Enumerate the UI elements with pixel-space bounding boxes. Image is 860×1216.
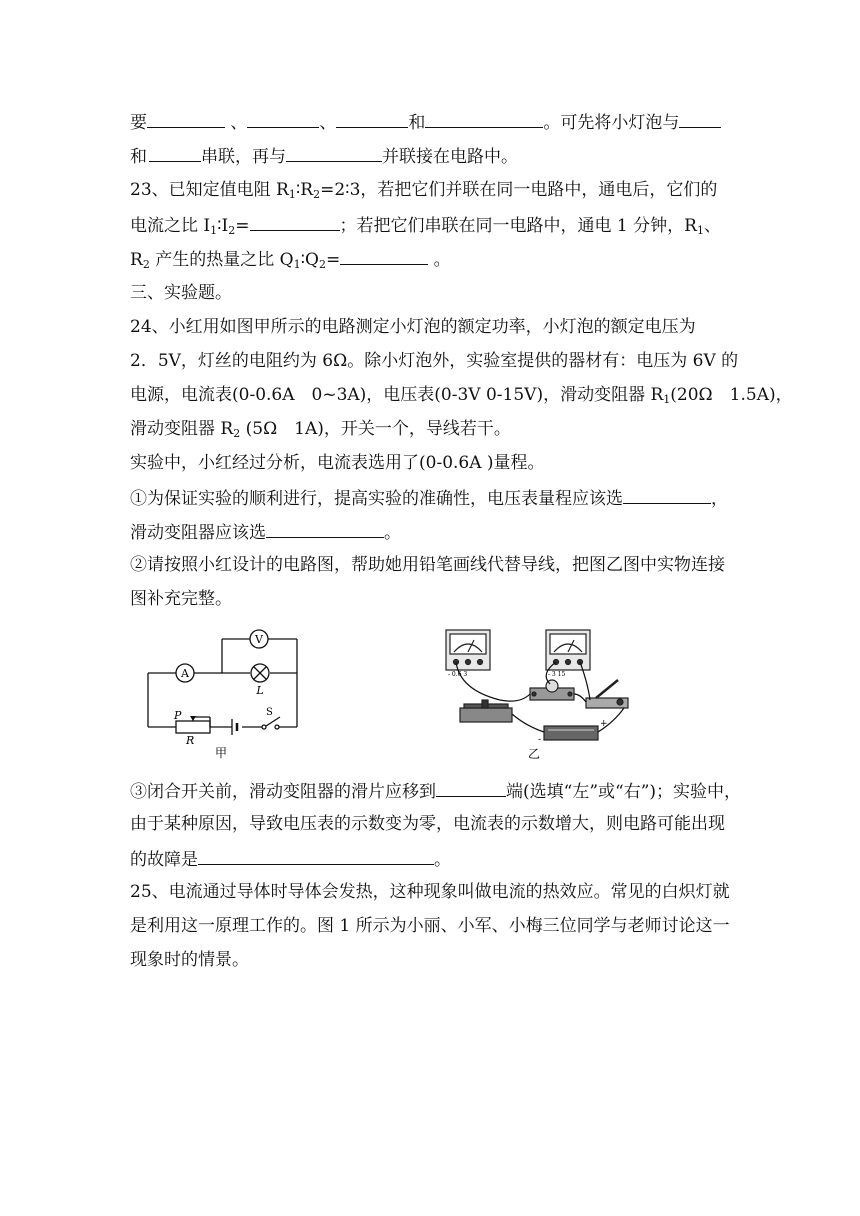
answer-blank[interactable] xyxy=(286,145,382,162)
question-24-line4 xyxy=(130,419,511,439)
question-24-line9 xyxy=(130,589,232,609)
slider-label: P xyxy=(174,709,182,722)
text-line xyxy=(130,145,518,167)
switch-label: S xyxy=(266,707,273,718)
answer-blank[interactable] xyxy=(336,111,408,128)
question-25-line1 xyxy=(130,882,730,902)
question-24-line5 xyxy=(130,453,545,473)
question-23-line2 xyxy=(130,214,721,236)
subscript: 2 xyxy=(142,258,150,271)
text: = xyxy=(325,250,341,270)
text: R xyxy=(130,250,143,270)
text-line xyxy=(130,111,721,133)
question-25-line2 xyxy=(130,916,730,936)
apparatus-figure-yi xyxy=(430,622,645,768)
ammeter-scale: - 0.6 3 xyxy=(448,671,468,678)
answer-blank[interactable] xyxy=(266,521,384,538)
subscript: 1 xyxy=(696,224,704,237)
answer-blank[interactable] xyxy=(250,214,340,231)
answer-blank[interactable] xyxy=(425,111,543,128)
text: 、 xyxy=(703,216,721,236)
subscript: 2 xyxy=(313,188,321,201)
text: ③闭合开关前，滑动变阻器的滑片应移到 xyxy=(130,782,436,802)
text: 实验中，小红经过分析，电流表选用了(0-0.6A )量程。 xyxy=(130,453,545,473)
text: =2∶3，若把它们并联在同一电路中，通电后，它们的 xyxy=(320,180,718,200)
subscript: 1 xyxy=(288,188,296,201)
answer-blank[interactable] xyxy=(147,111,225,128)
question-24-line12 xyxy=(130,848,451,870)
answer-blank[interactable] xyxy=(198,848,434,865)
minus-label: - xyxy=(538,735,542,745)
text: (20Ω 1.5A)， xyxy=(670,385,793,405)
text: 。 xyxy=(433,250,451,270)
subscript: 1 xyxy=(663,393,671,406)
text: = xyxy=(235,216,250,236)
text: ∶Q xyxy=(300,250,319,270)
text: 的故障是 xyxy=(130,850,198,870)
section-heading xyxy=(130,283,232,303)
question-24-line7 xyxy=(130,521,401,543)
text: 产生的热量之比 Q xyxy=(149,250,294,270)
text: 23、已知定值电阻 R xyxy=(130,180,289,200)
subscript: 1 xyxy=(210,224,218,237)
text: 图补充完整。 xyxy=(130,589,232,609)
circuit-diagram-svg xyxy=(140,627,310,762)
text: 端(选填“左”或“右”)；实验中， xyxy=(506,782,742,802)
text: ①为保证实验的顺利进行，提高实验的准确性，电压表量程应该选 xyxy=(130,489,623,509)
question-24-line6 xyxy=(130,487,728,509)
text: ， xyxy=(711,489,728,509)
text: 滑动变阻器应该选 xyxy=(130,523,266,543)
text: 24、小红用如图甲所示的电路测定小灯泡的额定功率，小灯泡的额定电压为 xyxy=(130,317,696,337)
voltmeter-scale: - 3 15 xyxy=(548,671,566,678)
text: 要 xyxy=(130,113,147,133)
text: 2．5V，灯丝的电阻约为 6Ω。除小灯泡外，实验室提供的器材有：电压为 6V 的 xyxy=(130,351,739,371)
text: ∶I xyxy=(217,216,229,236)
lamp-label: L xyxy=(256,684,264,697)
text: 。 xyxy=(434,850,451,870)
question-24-line10 xyxy=(130,780,741,802)
question-24-line1 xyxy=(130,317,696,337)
circuit-diagram-jia xyxy=(140,627,310,766)
text: ∶R xyxy=(295,180,314,200)
text: 。可先将小灯泡与 xyxy=(543,113,680,133)
subscript: 1 xyxy=(293,258,301,271)
question-23-line1 xyxy=(130,180,717,200)
answer-blank[interactable] xyxy=(436,780,506,797)
question-24-line8 xyxy=(130,555,725,575)
figure-caption: 甲 xyxy=(215,746,228,760)
text: 电流之比 I xyxy=(130,216,211,236)
text: 和 xyxy=(130,147,147,167)
text: ；若把它们串联在同一电路中，通电 1 分钟，R xyxy=(339,216,697,236)
subscript: 2 xyxy=(228,224,236,237)
question-24-line11 xyxy=(130,814,725,834)
answer-blank[interactable] xyxy=(247,111,319,128)
question-25-line3 xyxy=(130,950,249,970)
figure-caption: 乙 xyxy=(528,747,541,761)
subscript: 2 xyxy=(318,258,326,271)
text: 和 xyxy=(408,113,426,133)
question-24-line3 xyxy=(130,385,793,405)
text: 、 xyxy=(230,113,248,133)
voltmeter-label: V xyxy=(255,633,263,646)
ammeter-label: A xyxy=(181,667,189,680)
answer-blank[interactable] xyxy=(623,487,711,504)
text: 电源，电流表(0-0.6A 0~3A)，电压表(0-3V 0-15V)，滑动变阻器 R xyxy=(130,385,664,405)
text: 滑动变阻器 R xyxy=(130,419,234,439)
text: 。 xyxy=(384,523,401,543)
text: 由于某种原因，导致电压表的示数变为零，电流表的示数增大，则电路可能出现 xyxy=(130,814,725,834)
subscript: 2 xyxy=(233,427,241,440)
apparatus-svg xyxy=(430,622,645,764)
answer-blank[interactable] xyxy=(340,248,428,265)
text: (5Ω 1A)，开关一个，导线若干。 xyxy=(240,419,511,439)
question-23-line3 xyxy=(130,248,451,270)
text: 25、电流通过导体时导体会发热，这种现象叫做电流的热效应。常见的白炽灯就 xyxy=(130,882,730,902)
text: 是利用这一原理工作的。图 1 所示为小丽、小军、小梅三位同学与老师讨论这一 xyxy=(130,916,730,936)
text: 串联，再与 xyxy=(201,147,286,167)
text: 三、实验题。 xyxy=(130,283,232,303)
answer-blank[interactable] xyxy=(149,145,201,162)
text: ②请按照小红设计的电路图，帮助她用铅笔画线代替导线，把图乙图中实物连接 xyxy=(130,555,725,575)
plus-label: + xyxy=(600,719,608,729)
question-24-line2 xyxy=(130,351,738,371)
rheostat-label: R xyxy=(186,734,195,747)
text: 、 xyxy=(319,113,337,133)
text: 现象时的情景。 xyxy=(130,950,249,970)
text: 并联接在电路中。 xyxy=(382,147,518,167)
answer-blank[interactable] xyxy=(679,111,721,128)
